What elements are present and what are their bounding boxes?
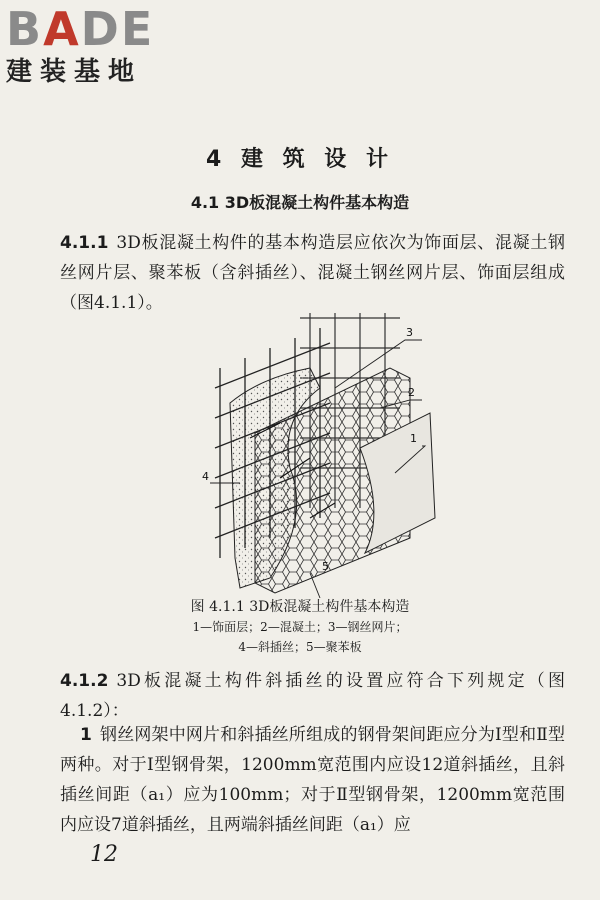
page-number: 12	[90, 842, 118, 867]
figure-label-1: 1	[410, 432, 417, 445]
clause-text: 3D板混凝土构件的基本构造层应依次为饰面层、混凝土钢丝网片层、聚苯板（含斜插丝）、混凝土钢丝网片层、饰面层组成（图4.1.1）。	[60, 233, 565, 313]
item-number: 1	[80, 725, 92, 745]
figure-label-3: 3	[406, 326, 413, 339]
figure-caption: 图 4.1.1 3D板混凝土构件基本构造	[190, 599, 410, 615]
figure-legend-line-2: 4—斜插丝；5—聚苯板	[238, 640, 362, 654]
clause-text: 3D板混凝土构件斜插丝的设置应符合下列规定（图4.1.2）：	[60, 671, 565, 721]
figure-label-4: 4	[202, 470, 209, 483]
chapter-title: 4 建 筑 设 计	[206, 147, 394, 172]
logo-wordmark: BADE	[6, 2, 155, 56]
figure-label-5: 5	[322, 560, 329, 573]
construction-diagram	[160, 308, 460, 598]
item-text: 钢丝网架中网片和斜插丝所组成的钢骨架间距应分为Ⅰ型和Ⅱ型两种。对于Ⅰ型钢骨架，1200mm宽范围内应设12道斜插丝，且斜插丝间距（a₁）应为100mm；对于Ⅱ型钢骨架，1200mm宽范围内应设7道斜插丝，且两端斜插丝间距（a₁）应	[60, 725, 565, 835]
figure-legend-line-1: 1—饰面层；2—混凝土；3—钢丝网片；	[192, 620, 408, 634]
clause-number: 4.1.1	[60, 233, 109, 253]
clause-4-1-2	[60, 666, 565, 726]
clause-number: 4.1.2	[60, 671, 109, 691]
figure-label-2: 2	[408, 386, 415, 399]
clause-item-1	[60, 720, 565, 840]
brand-logo	[6, 4, 181, 88]
clause-4-1-1	[60, 228, 565, 318]
section-title: 4.1 3D板混凝土构件基本构造	[190, 193, 410, 212]
logo-subtitle: 建装基地	[6, 57, 143, 87]
